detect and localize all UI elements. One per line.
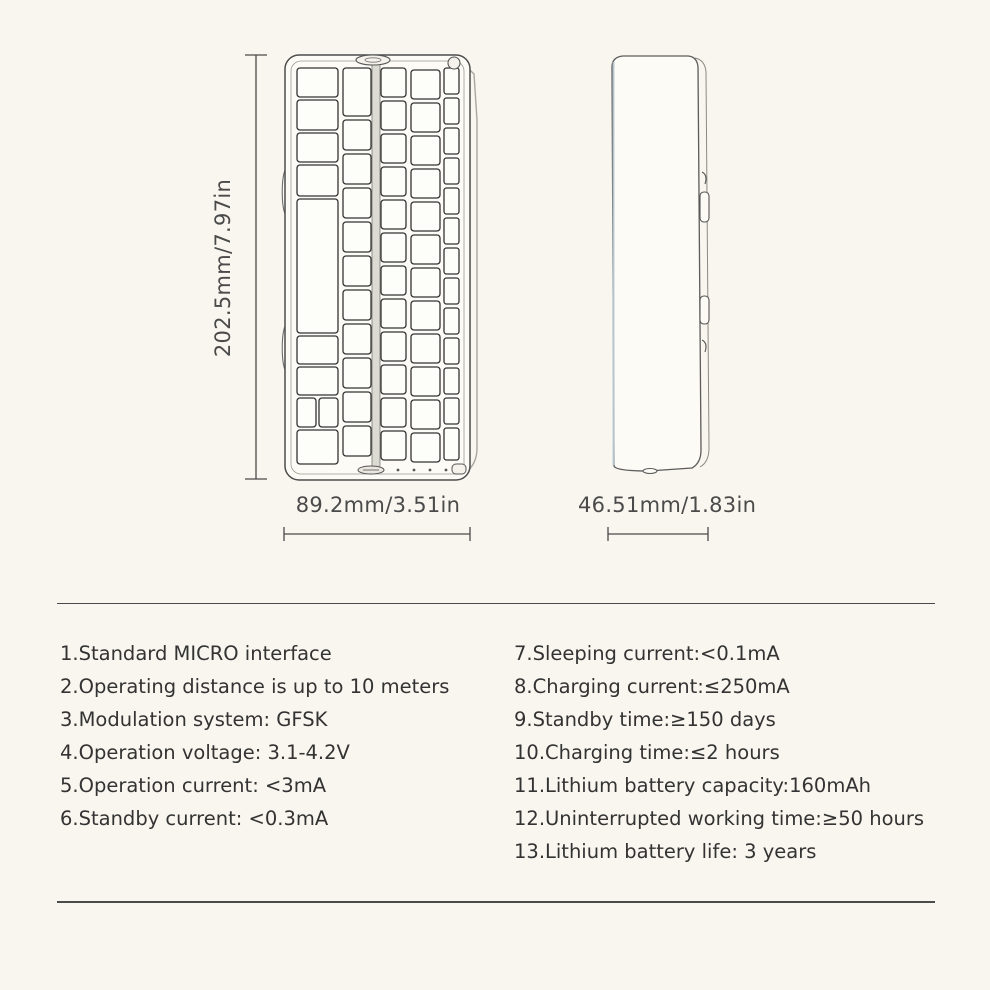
keyboard-front-view: [282, 55, 477, 480]
side-latch-tab-2: [700, 296, 709, 324]
spec-item: 10.Charging time:≤2 hours: [514, 741, 780, 764]
spec-item: 6.Standby current: <0.3mA: [60, 807, 329, 830]
height-dimension-label: 202.5mm/7.97in: [211, 178, 235, 358]
front-width-dimension-label: 89.2mm/3.51in: [295, 493, 461, 517]
spec-item: 9.Standby time:≥150 days: [514, 708, 776, 731]
latch-oval-top: [356, 55, 390, 65]
spec-item: 11.Lithium battery capacity:160mAh: [514, 774, 872, 797]
spec-column-right: [514, 637, 924, 868]
spec-item: 4.Operation voltage: 3.1-4.2V: [60, 741, 350, 764]
spec-item: 12.Uninterrupted working time:≥50 hours: [514, 807, 925, 830]
spec-item: 8.Charging current:≤250mA: [514, 675, 790, 698]
side-latch-hook-upper: [702, 172, 706, 184]
divider-bottom: [57, 901, 935, 903]
side-latch-tab-1: [700, 192, 709, 222]
side-latch-hook-lower: [702, 340, 706, 352]
fold-hinge-strip: [372, 64, 380, 472]
spec-item: 7.Sleeping current:<0.1mA: [514, 642, 780, 665]
spec-item: 5.Operation current: <3mA: [60, 774, 327, 797]
divider-top: [57, 603, 935, 604]
spec-column-left: [60, 637, 449, 835]
spec-item: 3.Modulation system: GFSK: [60, 708, 328, 731]
spec-item: 13.Lithium battery life: 3 years: [514, 840, 817, 863]
spec-item: 2.Operating distance is up to 10 meters: [60, 675, 450, 698]
bottom-right-button: [452, 464, 466, 474]
spec-item: 1.Standard MICRO interface: [60, 642, 332, 665]
corner-screw-circle: [448, 57, 460, 69]
side-foot-bump: [643, 469, 657, 474]
side-depth-dimension-label: 46.51mm/1.83in: [578, 493, 757, 517]
side-body-outline: [612, 56, 701, 471]
keyboard-side-view: [612, 56, 709, 474]
spacebar-key: [297, 199, 338, 333]
